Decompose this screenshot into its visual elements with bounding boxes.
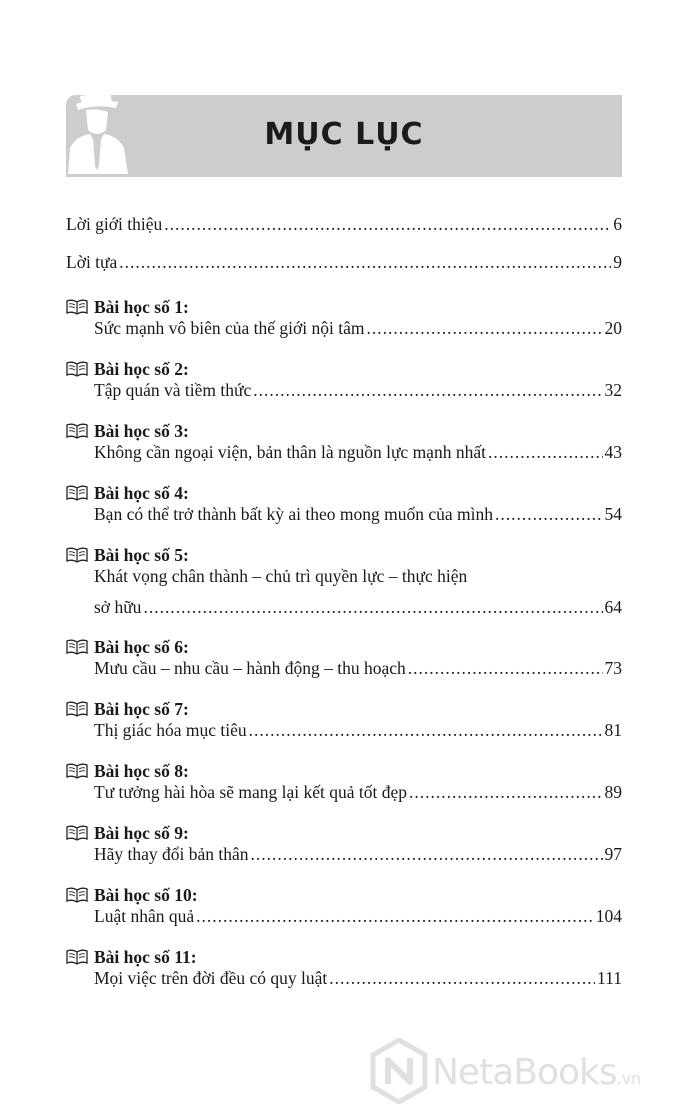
lesson-title: Khát vọng chân thành – chủ trì quyền lực – thực hiện xyxy=(94,566,468,586)
toc-entry-lesson xyxy=(66,884,622,937)
page-number: 20 xyxy=(604,318,622,338)
page-number: 6 xyxy=(613,214,622,234)
entry-label: Lời tựa xyxy=(66,252,118,272)
dot-leader xyxy=(495,504,602,525)
lesson-heading-text: Bài học số 8: xyxy=(94,760,189,781)
lesson-title-line xyxy=(94,442,622,473)
dot-leader xyxy=(408,658,603,679)
netabooks-logo-icon xyxy=(370,1038,428,1104)
toc-entry-lesson xyxy=(66,822,622,875)
toc-entry-lesson xyxy=(66,544,622,628)
lesson-heading xyxy=(66,358,622,380)
lesson-title: Hãy thay đổi bản thân xyxy=(94,844,249,864)
dot-leader xyxy=(329,968,595,989)
toc-entry-lesson xyxy=(66,358,622,411)
toc-entry-lesson xyxy=(66,482,622,535)
lesson-heading xyxy=(66,482,622,504)
page-number: 111 xyxy=(597,968,622,988)
dot-leader xyxy=(251,844,603,865)
lesson-heading-text: Bài học số 1: xyxy=(94,296,189,317)
toc-entry-lesson xyxy=(66,420,622,473)
toc-entry-lesson xyxy=(66,760,622,813)
open-book-icon xyxy=(66,825,88,841)
lesson-heading-text: Bài học số 7: xyxy=(94,698,189,719)
open-book-icon xyxy=(66,485,88,501)
page-number: 43 xyxy=(604,442,622,462)
dot-leader xyxy=(367,318,603,339)
lesson-heading xyxy=(66,760,622,782)
open-book-icon xyxy=(66,949,88,965)
lesson-heading-text: Bài học số 2: xyxy=(94,358,189,379)
entry-label: Lời giới thiệu xyxy=(66,214,163,234)
dot-leader xyxy=(249,720,603,741)
lesson-heading xyxy=(66,698,622,720)
page-title: MỤC LỤC xyxy=(264,117,424,152)
dot-leader xyxy=(143,597,602,618)
lesson-heading xyxy=(66,544,622,566)
lesson-heading-text: Bài học số 5: xyxy=(94,544,189,565)
dot-leader xyxy=(253,380,602,401)
lesson-heading xyxy=(66,636,622,658)
lesson-title: Tập quán và tiềm thức xyxy=(94,380,252,400)
lesson-heading-text: Bài học số 11: xyxy=(94,946,197,967)
open-book-icon xyxy=(66,361,88,377)
lesson-heading xyxy=(66,420,622,442)
open-book-icon xyxy=(66,887,88,903)
lesson-heading xyxy=(66,296,622,318)
lesson-heading-text: Bài học số 9: xyxy=(94,822,189,843)
open-book-icon xyxy=(66,547,88,563)
page-number: 73 xyxy=(604,658,622,678)
lesson-title-line xyxy=(94,658,622,689)
watermark-suffix: .vn xyxy=(616,1069,642,1088)
page-number: 9 xyxy=(613,252,622,272)
lesson-title-line xyxy=(94,968,622,999)
lesson-title-line xyxy=(94,906,622,937)
open-book-icon xyxy=(66,701,88,717)
toc-entry-lesson xyxy=(66,636,622,689)
lesson-title: Bạn có thể trở thành bất kỳ ai theo mong muốn của mình xyxy=(94,504,494,524)
lesson-title-line xyxy=(94,504,622,535)
page-number: 81 xyxy=(604,720,622,740)
dot-leader xyxy=(196,906,594,927)
lesson-title-line xyxy=(94,380,622,411)
lesson-heading-text: Bài học số 4: xyxy=(94,482,189,503)
lesson-heading xyxy=(66,946,622,968)
page-number: 104 xyxy=(595,906,622,926)
lesson-heading-text: Bài học số 10: xyxy=(94,884,198,905)
lesson-heading-text: Bài học số 6: xyxy=(94,636,189,657)
page-number: 64 xyxy=(604,597,622,617)
toc-entry-lesson xyxy=(66,698,622,751)
lesson-heading-text: Bài học số 3: xyxy=(94,420,189,441)
lesson-title: sở hữu xyxy=(94,597,142,617)
watermark-text xyxy=(432,1052,641,1093)
toc-entry-lesson xyxy=(66,946,622,999)
dot-leader xyxy=(488,442,603,463)
lesson-title: Không cần ngoại viện, bản thân là nguồn lực mạnh nhất xyxy=(94,442,486,462)
toc-entry-front-matter xyxy=(66,214,622,238)
toc-entry-front-matter xyxy=(66,252,622,276)
lesson-title: Thị giác hóa mục tiêu xyxy=(94,720,247,740)
lesson-title: Luật nhân quả xyxy=(94,906,195,926)
lesson-title-line xyxy=(94,782,622,813)
open-book-icon xyxy=(66,423,88,439)
open-book-icon xyxy=(66,299,88,315)
lesson-title-line xyxy=(94,318,622,349)
dot-leader xyxy=(409,782,602,803)
lesson-title-line xyxy=(94,844,622,875)
toc-entry-lesson xyxy=(66,296,622,349)
lesson-title-line xyxy=(94,597,622,628)
lesson-title-line xyxy=(94,720,622,751)
lesson-title-line xyxy=(94,566,622,597)
lesson-heading xyxy=(66,822,622,844)
lesson-title: Sức mạnh vô biên của thế giới nội tâm xyxy=(94,318,365,338)
page-number: 54 xyxy=(604,504,622,524)
page-number: 97 xyxy=(604,844,622,864)
lesson-title: Mọi việc trên đời đều có quy luật xyxy=(94,968,328,988)
open-book-icon xyxy=(66,763,88,779)
open-book-icon xyxy=(66,639,88,655)
page-number: 32 xyxy=(604,380,622,400)
dot-leader xyxy=(119,252,611,273)
page-number: 89 xyxy=(604,782,622,802)
lesson-heading xyxy=(66,884,622,906)
watermark xyxy=(370,1038,700,1110)
lesson-title: Mưu cầu – nhu cầu – hành động – thu hoạch xyxy=(94,658,406,678)
dot-leader xyxy=(164,214,611,235)
lesson-title: Tư tưởng hài hòa sẽ mang lại kết quả tốt đẹp xyxy=(94,782,408,802)
watermark-brand: NetaBooks xyxy=(432,1052,617,1093)
